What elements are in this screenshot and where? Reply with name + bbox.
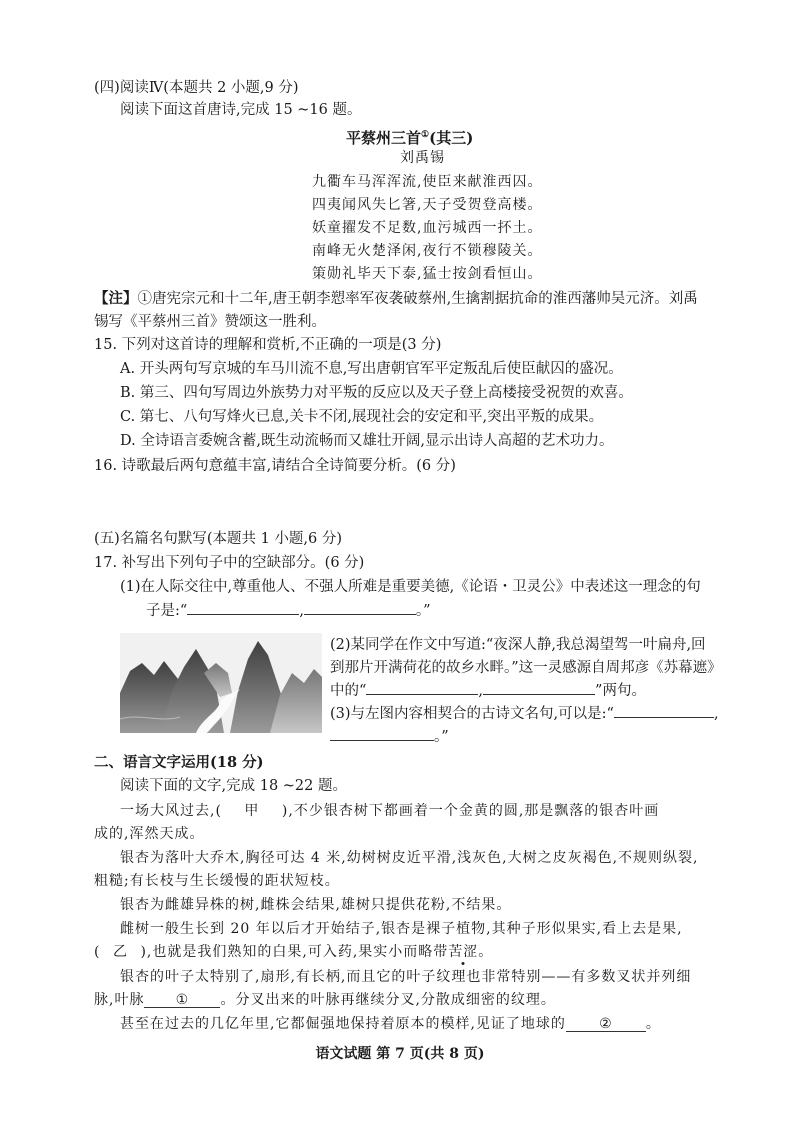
passage-text: 甚至在过去的几亿年里,它都倔强地保持着原本的模样,见证了地球的 bbox=[120, 1016, 566, 1032]
item3-text: (3)与左图内容相契合的古诗文名句,可以是:“ bbox=[330, 706, 614, 722]
item3-separator: , bbox=[713, 706, 719, 722]
passage-text: ),也就是我们熟知的白果,可入药,果实小而略带 bbox=[140, 944, 449, 960]
passage-paragraph-3: 银杏为雌雄异株的树,雌株会结果,雄树只提供花粉,不结果。 bbox=[120, 897, 512, 913]
question-15-option-d: D. 全诗语言委婉含蓄,既生动流畅而又雄壮开阔,显示出诗人高超的艺术功力。 bbox=[120, 433, 614, 449]
poem-title bbox=[346, 124, 473, 149]
question-17-stem: 17. 补写出下列句子中的空缺部分。(6 分) bbox=[94, 555, 365, 571]
question-17-item2-line3 bbox=[330, 680, 646, 702]
poem-title-text: 平蔡州三首 bbox=[346, 129, 422, 147]
poem-note-line2: 锡写《平蔡州三首》赞颂这一胜利。 bbox=[94, 314, 326, 330]
poem-line: 四夷闻风失匕箸,天子受贺登高楼。 bbox=[312, 197, 543, 213]
question-15-option-b: B. 第三、四句写周边外族势力对平叛的反应以及天子登上高楼接受祝贺的欢喜。 bbox=[120, 385, 633, 401]
question-17-item1-answer bbox=[146, 600, 431, 622]
question-17-item3-line2 bbox=[330, 726, 449, 748]
question-17-item3-line1 bbox=[330, 703, 719, 725]
blank-jia: 甲 bbox=[244, 803, 260, 819]
poem-line: 南峰无火楚泽闲,夜行不锁穆陵关。 bbox=[312, 243, 543, 259]
passage-paragraph-4-line2 bbox=[94, 941, 493, 963]
passage-paragraph-6 bbox=[120, 1013, 661, 1035]
item3-suffix: 。” bbox=[434, 729, 449, 745]
passage-text: ( bbox=[94, 944, 101, 960]
passage-paragraph-1 bbox=[120, 800, 659, 822]
question-16-stem: 16. 诗歌最后两句意蕴丰富,请结合全诗简要分析。(6 分) bbox=[94, 458, 456, 474]
item1-separator: , bbox=[299, 603, 304, 619]
question-15-stem: 15. 下列对这首诗的理解和赏析,不正确的一项是(3 分) bbox=[94, 337, 442, 353]
answer-blank[interactable] bbox=[483, 680, 595, 695]
note-label: 【注】 bbox=[94, 290, 138, 307]
answer-blank[interactable] bbox=[366, 680, 478, 695]
passage-paragraph-2-line2: 粗糙;有长枝与生长缓慢的距状短枝。 bbox=[94, 873, 340, 889]
note-text: ①唐宪宗元和十二年,唐王朝李愬率军夜袭破蔡州,生擒割据抗命的淮西藩帅吴元济。刘禹 bbox=[137, 291, 698, 307]
answer-blank-1[interactable] bbox=[144, 989, 220, 1008]
item2-suffix: ”两句。 bbox=[595, 683, 646, 699]
section4-instruction: 阅读下面这首唐诗,完成 15 ~16 题。 bbox=[120, 102, 362, 118]
question-15-option-a: A. 开头两句写京城的车马川流不息,写出唐朝官军平定叛乱后使臣献囚的盛况。 bbox=[120, 361, 623, 377]
item1-prefix: 子是:“ bbox=[146, 603, 188, 619]
part2-instruction: 阅读下面的文字,完成 18 ~22 题。 bbox=[120, 778, 347, 794]
landscape-painting-image bbox=[120, 633, 322, 733]
answer-blank[interactable] bbox=[304, 600, 416, 615]
passage-paragraph-5: 银杏的叶子太特别了,扇形,有长柄,而且它的叶子纹理也非常特别——有多数叉状并列细 bbox=[120, 969, 692, 985]
passage-text: ),不少银杏树下都画着一个金黄的圆,那是飘落的银杏叶画 bbox=[281, 803, 660, 819]
poem-author: 刘禹锡 bbox=[400, 150, 445, 166]
section5-heading: (五)名篇名句默写(本题共 1 小题,6 分) bbox=[94, 531, 343, 547]
blank-yi: 乙 bbox=[112, 944, 128, 960]
question-15-option-c: C. 第七、八句写烽火已息,关卡不闭,展现社会的安定和平,突出平叛的成果。 bbox=[120, 409, 604, 425]
passage-text: 脉,叶脉 bbox=[94, 992, 145, 1008]
poem-line: 九衢车马浑浑流,使臣来献淮西囚。 bbox=[312, 174, 543, 190]
passage-paragraph-2: 银杏为落叶大乔木,胸径可达 4 米,幼树树皮近平滑,浅灰色,大树之皮灰褐色,不规则纵裂, bbox=[120, 850, 699, 866]
poem-line: 策勋礼毕天下泰,猛士按剑看恒山。 bbox=[312, 266, 543, 282]
blank-1-mark: ① bbox=[175, 992, 190, 1008]
mountain-river-illustration bbox=[120, 633, 322, 733]
item1-suffix: 。” bbox=[415, 603, 431, 619]
question-17-item1: (1)在人际交往中,尊重他人、不强人所难是重要美德,《论语・卫灵公》中表述这一理念的句 bbox=[120, 579, 701, 595]
item2-separator: , bbox=[478, 683, 484, 699]
answer-blank[interactable] bbox=[614, 703, 714, 718]
item2-prefix: 中的“ bbox=[330, 683, 367, 699]
question-17-item2-line2: 到那片开满荷花的故乡水畔。”这一灵感源自周邦彦《苏幕遮》 bbox=[330, 660, 722, 676]
part2-heading: 二、语言文字运用(18 分) bbox=[94, 754, 264, 771]
passage-text: 。分叉出来的叶脉再继续分叉,分散成细密的纹理。 bbox=[220, 992, 556, 1008]
question-17-item2-line1: (2)某同学在作文中写道:“夜深人静,我总渴望驾一叶扁舟,回 bbox=[330, 637, 706, 653]
poem-note bbox=[94, 288, 698, 310]
passage-paragraph-1-line2: 成的,浑然天成。 bbox=[94, 826, 205, 842]
answer-blank[interactable] bbox=[330, 726, 434, 741]
passage-text: 一场大风过去,( bbox=[120, 803, 222, 819]
page-footer: 语文试题 第 7 页(共 8 页) bbox=[315, 1046, 485, 1062]
passage-text: 。 bbox=[645, 1016, 661, 1032]
passage-text: 。 bbox=[478, 944, 494, 960]
poem-subtitle: (其三) bbox=[429, 129, 474, 147]
answer-blank-2[interactable] bbox=[566, 1013, 646, 1032]
passage-paragraph-5-line2 bbox=[94, 989, 556, 1011]
section4-heading: (四)阅读Ⅳ(本题共 2 小题,9 分) bbox=[94, 80, 299, 96]
poem-line: 妖童擢发不足数,血污城西一抔土。 bbox=[312, 220, 543, 236]
emphasized-word: 苦涩 bbox=[448, 944, 479, 960]
passage-paragraph-4: 雌树一般生长到 20 年以后才开始结子,银杏是裸子植物,其种子形似果实,看上去是果, bbox=[120, 921, 683, 937]
answer-blank[interactable] bbox=[187, 600, 299, 615]
poem-note-mark: ① bbox=[421, 130, 430, 140]
blank-2-mark: ② bbox=[599, 1016, 613, 1032]
